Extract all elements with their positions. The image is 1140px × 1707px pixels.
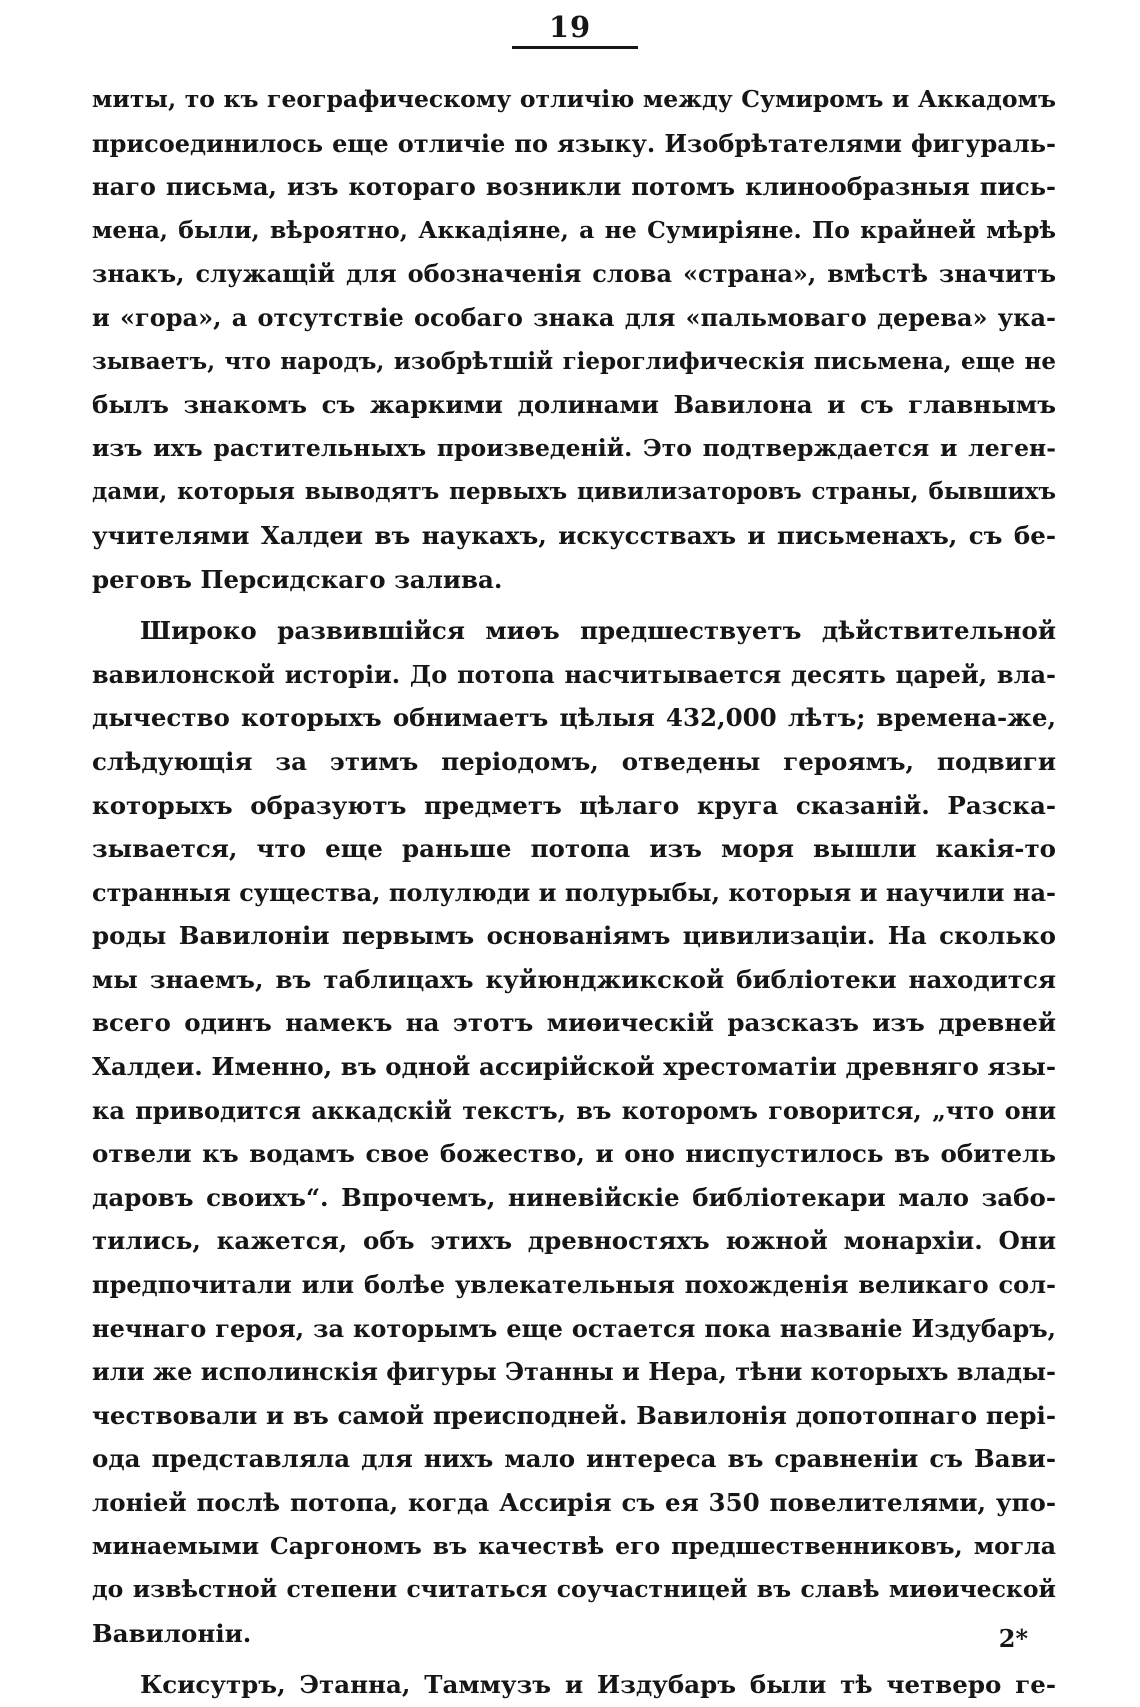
text-line: Вавилоніи. <box>92 1618 252 1648</box>
text-line: дами, которыя выводятъ первыхъ цивилизаторовъ страны, бывшихъ <box>92 478 1056 506</box>
text-line: или же исполинскія фигуры Этанны и Нера, тѣни которыхъ влады- <box>92 1357 1056 1387</box>
text-line: мы знаемъ, въ таблицахъ куйюнджикской библіотеки находится <box>92 964 1056 994</box>
text-line: дычество которыхъ обнимаетъ цѣлыя 432,000 лѣтъ; времена-же, <box>92 703 1056 733</box>
text-line: лоніей послѣ потопа, когда Ассирія съ ея 350 повелителями, упо- <box>92 1488 1056 1517</box>
text-line: слѣдующія за этимъ періодомъ, отведены героямъ, подвиги <box>92 746 1056 776</box>
text-line: которыхъ образуютъ предметъ цѣлаго круга сказаній. Разска- <box>92 790 1056 820</box>
text-line: учителями Халдеи въ наукахъ, искусствахъ и письменахъ, съ бе- <box>92 520 1056 550</box>
text-line: миты, то къ географическому отличію между Сумиромъ и Аккадомъ <box>92 85 1056 113</box>
text-line: ода представляла для нихъ мало интереса въ сравненіи съ Вави- <box>92 1444 1056 1474</box>
text-line: наго письма, изъ котораго возникли потомъ клинообразныя пись- <box>92 172 1056 202</box>
text-line: чествовали и въ самой преисподней. Вавилонія допотопнаго пері- <box>92 1400 1056 1430</box>
signature-mark: 2* <box>998 1624 1028 1653</box>
paragraph-gap <box>92 1655 1056 1663</box>
text-line: всего одинъ намекъ на этотъ миѳическій разсказъ изъ древней <box>92 1008 1056 1038</box>
text-line: нечнаго героя, за которымъ еще остается пока названіе Издубаръ, <box>92 1313 1056 1343</box>
text-line: мена, были, вѣроятно, Аккадіяне, а не Сумиріяне. По крайней мѣрѣ <box>92 215 1056 244</box>
text-line: странныя существа, полулюди и полурыбы, которыя и научили на- <box>92 877 1056 907</box>
text-line: реговъ Персидскаго залива. <box>92 564 503 594</box>
text-line: зывается, что еще раньше потопа изъ моря вышли какія-то <box>92 834 1056 864</box>
paragraph-gap <box>92 601 1056 609</box>
text-line: до извѣстной степени считаться соучастницей въ славѣ миѳической <box>92 1575 1056 1604</box>
text-line: Халдеи. Именно, въ одной ассирійской хрестоматіи древняго язы- <box>92 1052 1056 1082</box>
page-number: 19 <box>548 10 592 44</box>
paragraph-3 <box>92 1663 1056 1707</box>
text-line: Широко развившійся миѳъ предшествуетъ дѣйствительной <box>140 616 1056 646</box>
text-line: ка приводится аккадскій текстъ, въ которомъ говорится, „что они <box>92 1095 1056 1125</box>
paragraph-1 <box>92 78 1056 601</box>
text-line: присоединилось еще отличіе по языку. Изобрѣтателями фигураль- <box>92 128 1056 158</box>
text-line: тились, кажется, объ этихъ древностяхъ южной монархіи. Они <box>92 1226 1056 1256</box>
text-line: отвели къ водамъ свое божество, и оно ниспустилось въ обитель <box>92 1139 1056 1169</box>
text-line: предпочитали или болѣе увлекательныя похожденія великаго сол- <box>92 1270 1056 1300</box>
text-line: даровъ своихъ“. Впрочемъ, ниневійскіе библіотекари мало забо- <box>92 1182 1056 1212</box>
paragraph-2 <box>92 609 1056 1655</box>
body-text <box>92 78 1056 1707</box>
text-line: вавилонской исторіи. До потопа насчитывается десять царей, вла- <box>92 659 1056 689</box>
text-line: минаемыми Саргономъ въ качествѣ его предшественниковъ, могла <box>92 1531 1056 1560</box>
header-rule <box>512 46 638 49</box>
text-line: и «гора», а отсутствіе особаго знака для «пальмоваго дерева» ука- <box>92 302 1056 332</box>
text-line: роды Вавилоніи первымъ основаніямъ цивилизаціи. На сколько <box>92 921 1056 951</box>
text-line: знакъ, служащій для обозначенія слова «страна», вмѣстѣ значитъ <box>92 259 1056 289</box>
text-line: зываетъ, что народъ, изобрѣтшій гіероглифическія письмена, еще не <box>92 347 1056 375</box>
text-line: изъ ихъ растительныхъ произведеній. Это подтверждается и леген- <box>92 433 1056 462</box>
text-line: былъ знакомъ съ жаркими долинами Вавилона и съ главнымъ <box>92 390 1056 420</box>
text-line: Ксисутръ, Этанна, Таммузъ и Издубаръ были тѣ четверо ге- <box>140 1670 1056 1700</box>
